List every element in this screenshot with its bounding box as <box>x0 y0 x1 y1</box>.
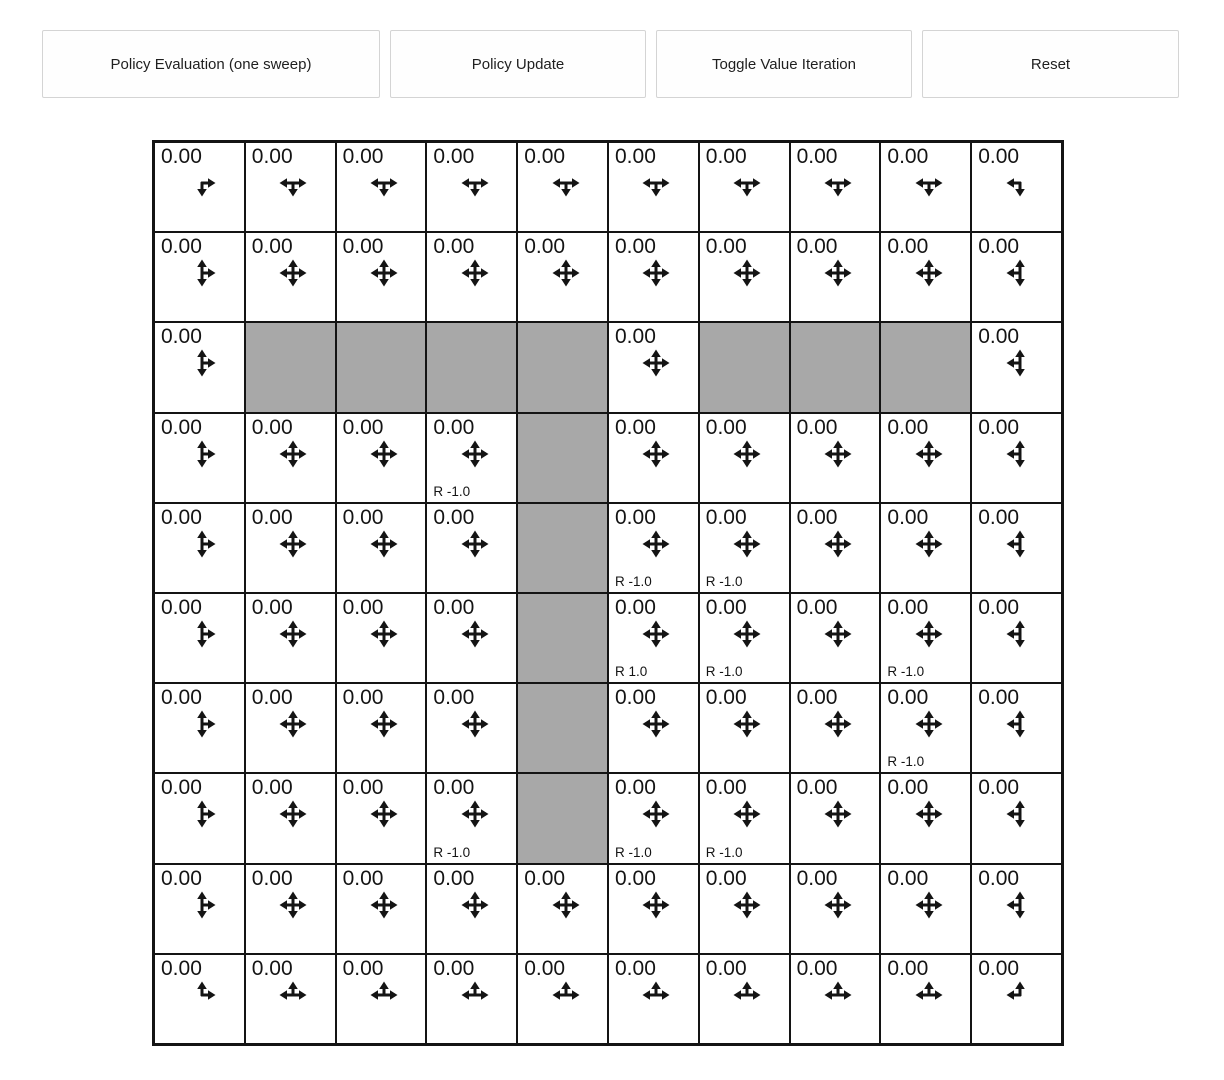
policy-arrows-icon-ulrd <box>887 800 970 828</box>
state-value: 0.00 <box>251 235 293 259</box>
policy-arrows-icon-ulrd <box>797 530 880 558</box>
policy-arrows-icon-uld <box>978 710 1061 738</box>
policy-arrows-icon-uld <box>978 349 1061 377</box>
grid-cell-r8c1 <box>245 864 336 954</box>
policy-arrows-icon-ulrd <box>615 800 698 828</box>
grid-cell-r0c6 <box>699 142 790 232</box>
state-value: 0.00 <box>342 866 384 890</box>
state-value: 0.00 <box>342 595 384 619</box>
policy-arrows-icon-lur <box>615 981 698 1009</box>
state-value: 0.00 <box>978 415 1020 439</box>
policy-arrows-icon-ulrd <box>433 800 516 828</box>
state-value: 0.00 <box>161 956 202 980</box>
policy-arrows-icon-ulrd <box>343 440 426 468</box>
grid-cell-r1c1 <box>245 232 336 322</box>
policy-arrows-icon-ulrd <box>433 620 516 648</box>
policy-arrows-icon-ulrd <box>433 440 516 468</box>
policy-arrows-icon-ulrd <box>343 530 426 558</box>
grid-cell-r3c1 <box>245 413 336 503</box>
grid-cell-r9c5 <box>608 954 699 1044</box>
state-value: 0.00 <box>796 866 838 890</box>
state-value: 0.00 <box>887 866 929 890</box>
state-value: 0.00 <box>342 145 384 168</box>
state-value: 0.00 <box>161 776 202 800</box>
grid-cell-r8c8 <box>880 864 971 954</box>
state-value: 0.00 <box>705 776 747 800</box>
grid-cell-r8c7 <box>790 864 881 954</box>
grid-cell-r3c2 <box>336 413 427 503</box>
policy-arrows-icon-ulrd <box>433 710 516 738</box>
policy-arrows-icon-ulrd <box>524 891 607 919</box>
state-value: 0.00 <box>796 686 838 710</box>
grid-cell-r5c5 <box>608 593 699 683</box>
policy-arrows-icon-lrd <box>706 169 789 197</box>
state-value: 0.00 <box>524 866 566 890</box>
state-value: 0.00 <box>251 956 293 980</box>
wall-cell-r2c2 <box>336 322 427 412</box>
grid-cell-r3c9 <box>971 413 1062 503</box>
wall-cell-r4c4 <box>517 503 608 593</box>
reward-label: R -1.0 <box>615 844 652 860</box>
policy-arrows-icon-ulrd <box>343 710 426 738</box>
grid-cell-r0c3 <box>426 142 517 232</box>
grid-cell-r7c3 <box>426 773 517 863</box>
policy-arrows-icon-lur <box>887 981 970 1009</box>
wall-cell-r6c4 <box>517 683 608 773</box>
grid-cell-r5c9 <box>971 593 1062 683</box>
grid-cell-r6c6 <box>699 683 790 773</box>
grid-cell-r1c0 <box>154 232 245 322</box>
state-value: 0.00 <box>978 325 1020 349</box>
grid-cell-r1c8 <box>880 232 971 322</box>
policy-arrows-icon-ulrd <box>343 259 426 287</box>
policy-arrows-icon-lur <box>433 981 516 1009</box>
state-value: 0.00 <box>978 595 1020 619</box>
policy-arrows-icon-ulrd <box>706 891 789 919</box>
grid-cell-r5c1 <box>245 593 336 683</box>
state-value: 0.00 <box>705 145 747 168</box>
grid-cell-r1c6 <box>699 232 790 322</box>
policy-update-button[interactable]: Policy Update <box>390 30 646 98</box>
grid-cell-r0c5 <box>608 142 699 232</box>
wall-cell-r2c1 <box>245 322 336 412</box>
grid-cell-r9c3 <box>426 954 517 1044</box>
grid-cell-r7c6 <box>699 773 790 863</box>
state-value: 0.00 <box>161 866 202 890</box>
grid-cell-r9c1 <box>245 954 336 1044</box>
reward-label: R -1.0 <box>615 573 652 589</box>
state-value: 0.00 <box>705 956 747 980</box>
wall-cell-r5c4 <box>517 593 608 683</box>
state-value: 0.00 <box>342 235 384 259</box>
grid-cell-r5c3 <box>426 593 517 683</box>
grid-cell-r7c1 <box>245 773 336 863</box>
policy-arrows-icon-ulrd <box>252 530 335 558</box>
grid-cell-r8c0 <box>154 864 245 954</box>
state-value: 0.00 <box>524 235 566 259</box>
policy-arrows-icon-ulrd <box>343 620 426 648</box>
policy-arrows-icon-urd <box>161 440 244 468</box>
policy-arrows-icon-ulrd <box>252 710 335 738</box>
policy-arrows-icon-ulrd <box>797 891 880 919</box>
policy-arrows-icon-ulrd <box>615 349 698 377</box>
policy-arrows-icon-urd <box>161 259 244 287</box>
state-value: 0.00 <box>251 866 293 890</box>
grid-cell-r9c0 <box>154 954 245 1044</box>
grid-cell-r4c0 <box>154 503 245 593</box>
grid-cell-r9c2 <box>336 954 427 1044</box>
grid-cell-r1c5 <box>608 232 699 322</box>
policy-arrows-icon-ulrd <box>524 259 607 287</box>
wall-cell-r2c7 <box>790 322 881 412</box>
grid-cell-r5c6 <box>699 593 790 683</box>
state-value: 0.00 <box>342 956 384 980</box>
policy-arrows-icon-lur <box>252 981 335 1009</box>
state-value: 0.00 <box>161 145 202 168</box>
grid-cell-r3c6 <box>699 413 790 503</box>
grid-cell-r7c7 <box>790 773 881 863</box>
grid-cell-r3c8 <box>880 413 971 503</box>
state-value: 0.00 <box>796 776 838 800</box>
policy-arrows-icon-urd <box>161 349 244 377</box>
state-value: 0.00 <box>251 776 293 800</box>
state-value: 0.00 <box>615 595 656 619</box>
reward-label: R -1.0 <box>705 664 743 680</box>
state-value: 0.00 <box>705 866 747 890</box>
policy-arrows-icon-urd <box>161 620 244 648</box>
policy-arrows-icon-ur <box>161 981 244 1009</box>
state-value: 0.00 <box>342 505 384 529</box>
policy-arrows-icon-ld <box>978 169 1061 197</box>
grid-cell-r8c5 <box>608 864 699 954</box>
grid-cell-r4c2 <box>336 503 427 593</box>
policy-arrows-icon-ulrd <box>797 800 880 828</box>
policy-arrows-icon-ulrd <box>252 620 335 648</box>
policy-evaluation-button[interactable]: Policy Evaluation (one sweep) <box>42 30 380 98</box>
policy-arrows-icon-lur <box>343 981 426 1009</box>
grid-cell-r2c5 <box>608 322 699 412</box>
policy-arrows-icon-lrd <box>252 169 335 197</box>
policy-arrows-icon-ulrd <box>433 891 516 919</box>
grid-cell-r3c7 <box>790 413 881 503</box>
state-value: 0.00 <box>251 595 293 619</box>
policy-arrows-icon-urd <box>161 800 244 828</box>
grid-cell-r1c9 <box>971 232 1062 322</box>
reward-label: R -1.0 <box>433 483 471 499</box>
grid-cell-r6c5 <box>608 683 699 773</box>
state-value: 0.00 <box>705 686 747 710</box>
grid-cell-r4c7 <box>790 503 881 593</box>
policy-arrows-icon-ulrd <box>252 440 335 468</box>
state-value: 0.00 <box>796 505 838 529</box>
policy-arrows-icon-ulrd <box>797 440 880 468</box>
state-value: 0.00 <box>978 505 1020 529</box>
reward-label: R 1.0 <box>615 664 648 680</box>
grid-cell-r2c0 <box>154 322 245 412</box>
grid-cell-r2c9 <box>971 322 1062 412</box>
state-value: 0.00 <box>615 505 656 529</box>
state-value: 0.00 <box>615 776 656 800</box>
state-value: 0.00 <box>161 415 202 439</box>
state-value: 0.00 <box>524 145 566 168</box>
reset-button[interactable]: Reset <box>922 30 1179 98</box>
grid-cell-r0c9 <box>971 142 1062 232</box>
grid-cell-r1c7 <box>790 232 881 322</box>
grid-cell-r6c0 <box>154 683 245 773</box>
state-value: 0.00 <box>887 776 929 800</box>
policy-arrows-icon-ulrd <box>706 259 789 287</box>
policy-arrows-icon-lur <box>706 981 789 1009</box>
state-value: 0.00 <box>433 145 475 168</box>
reward-label: R -1.0 <box>705 573 743 589</box>
grid-cell-r4c8 <box>880 503 971 593</box>
state-value: 0.00 <box>342 776 384 800</box>
state-value: 0.00 <box>796 415 838 439</box>
grid-cell-r8c6 <box>699 864 790 954</box>
policy-arrows-icon-ulrd <box>433 530 516 558</box>
policy-arrows-icon-urd <box>161 891 244 919</box>
state-value: 0.00 <box>342 415 384 439</box>
state-value: 0.00 <box>433 866 475 890</box>
policy-arrows-icon-ulrd <box>706 800 789 828</box>
state-value: 0.00 <box>161 686 202 710</box>
policy-arrows-icon-ulrd <box>797 710 880 738</box>
grid-cell-r9c8 <box>880 954 971 1044</box>
policy-arrows-icon-ulrd <box>252 891 335 919</box>
policy-arrows-icon-ulrd <box>887 530 970 558</box>
grid-cell-r5c7 <box>790 593 881 683</box>
state-value: 0.00 <box>978 776 1020 800</box>
policy-arrows-icon-ulrd <box>797 620 880 648</box>
grid-cell-r6c3 <box>426 683 517 773</box>
state-value: 0.00 <box>887 595 929 619</box>
grid-cell-r1c3 <box>426 232 517 322</box>
policy-arrows-icon-lrd <box>433 169 516 197</box>
policy-arrows-icon-uld <box>978 530 1061 558</box>
state-value: 0.00 <box>161 235 202 259</box>
policy-arrows-icon-ulrd <box>887 710 970 738</box>
state-value: 0.00 <box>796 235 838 259</box>
state-value: 0.00 <box>978 956 1020 980</box>
state-value: 0.00 <box>615 686 656 710</box>
grid-cell-r5c2 <box>336 593 427 683</box>
policy-arrows-icon-ulrd <box>252 800 335 828</box>
state-value: 0.00 <box>978 866 1020 890</box>
grid-cell-r0c8 <box>880 142 971 232</box>
state-value: 0.00 <box>251 686 293 710</box>
state-value: 0.00 <box>615 145 656 168</box>
state-value: 0.00 <box>161 325 202 349</box>
grid-cell-r4c1 <box>245 503 336 593</box>
state-value: 0.00 <box>433 235 475 259</box>
state-value: 0.00 <box>433 686 475 710</box>
state-value: 0.00 <box>978 235 1020 259</box>
policy-arrows-icon-uld <box>978 440 1061 468</box>
wall-cell-r2c8 <box>880 322 971 412</box>
state-value: 0.00 <box>887 505 929 529</box>
policy-arrows-icon-ulrd <box>343 800 426 828</box>
grid-cell-r9c7 <box>790 954 881 1044</box>
policy-arrows-icon-ulrd <box>615 440 698 468</box>
state-value: 0.00 <box>433 776 475 800</box>
policy-arrows-icon-ulrd <box>797 259 880 287</box>
policy-arrows-icon-ulrd <box>615 891 698 919</box>
grid-cell-r8c2 <box>336 864 427 954</box>
grid-cell-r0c1 <box>245 142 336 232</box>
state-value: 0.00 <box>251 145 293 168</box>
policy-arrows-icon-ulrd <box>706 530 789 558</box>
state-value: 0.00 <box>251 415 293 439</box>
grid-cell-r0c0 <box>154 142 245 232</box>
state-value: 0.00 <box>796 145 838 168</box>
policy-arrows-icon-ulrd <box>706 710 789 738</box>
grid-cell-r6c1 <box>245 683 336 773</box>
grid-cell-r1c4 <box>517 232 608 322</box>
policy-arrows-icon-uld <box>978 620 1061 648</box>
grid-cell-r0c2 <box>336 142 427 232</box>
grid-cell-r9c9 <box>971 954 1062 1044</box>
grid-cell-r4c3 <box>426 503 517 593</box>
grid-cell-r1c2 <box>336 232 427 322</box>
state-value: 0.00 <box>433 505 475 529</box>
wall-cell-r7c4 <box>517 773 608 863</box>
policy-arrows-icon-ulrd <box>887 259 970 287</box>
grid-cell-r7c8 <box>880 773 971 863</box>
grid-cell-r0c7 <box>790 142 881 232</box>
state-value: 0.00 <box>161 595 202 619</box>
grid-cell-r9c4 <box>517 954 608 1044</box>
toolbar <box>0 0 1224 98</box>
policy-arrows-icon-ulrd <box>433 259 516 287</box>
state-value: 0.00 <box>705 415 747 439</box>
state-value: 0.00 <box>796 956 838 980</box>
state-value: 0.00 <box>887 235 929 259</box>
policy-arrows-icon-ulrd <box>887 620 970 648</box>
grid-cell-r3c5 <box>608 413 699 503</box>
state-value: 0.00 <box>705 595 747 619</box>
state-value: 0.00 <box>615 956 656 980</box>
grid-cell-r8c4 <box>517 864 608 954</box>
grid-cell-r6c2 <box>336 683 427 773</box>
grid-cell-r7c9 <box>971 773 1062 863</box>
reward-label: R -1.0 <box>433 844 471 860</box>
reward-label: R -1.0 <box>887 664 925 680</box>
policy-arrows-icon-urd <box>161 710 244 738</box>
policy-arrows-icon-urd <box>161 530 244 558</box>
policy-arrows-icon-lrd <box>524 169 607 197</box>
state-value: 0.00 <box>433 415 475 439</box>
state-value: 0.00 <box>887 956 929 980</box>
policy-arrows-icon-lur <box>797 981 880 1009</box>
policy-arrows-icon-uld <box>978 891 1061 919</box>
grid-cell-r9c6 <box>699 954 790 1044</box>
policy-arrows-icon-lrd <box>615 169 698 197</box>
policy-arrows-icon-ul <box>978 981 1061 1009</box>
grid-cell-r4c6 <box>699 503 790 593</box>
grid-cell-r7c0 <box>154 773 245 863</box>
gridworld <box>152 140 1064 1046</box>
wall-cell-r2c6 <box>699 322 790 412</box>
wall-cell-r3c4 <box>517 413 608 503</box>
state-value: 0.00 <box>615 235 656 259</box>
grid-cell-r7c2 <box>336 773 427 863</box>
state-value: 0.00 <box>978 145 1020 168</box>
policy-arrows-icon-lrd <box>343 169 426 197</box>
policy-arrows-icon-lur <box>524 981 607 1009</box>
state-value: 0.00 <box>887 686 929 710</box>
wall-cell-r2c3 <box>426 322 517 412</box>
policy-arrows-icon-uld <box>978 259 1061 287</box>
state-value: 0.00 <box>161 505 202 529</box>
reward-label: R -1.0 <box>705 844 743 860</box>
state-value: 0.00 <box>705 235 747 259</box>
state-value: 0.00 <box>433 956 475 980</box>
policy-arrows-icon-ulrd <box>615 530 698 558</box>
grid-cell-r6c7 <box>790 683 881 773</box>
grid-cell-r3c0 <box>154 413 245 503</box>
policy-arrows-icon-uld <box>978 800 1061 828</box>
policy-arrows-icon-lrd <box>797 169 880 197</box>
grid-cell-r5c8 <box>880 593 971 683</box>
policy-arrows-icon-ulrd <box>887 891 970 919</box>
policy-arrows-icon-ulrd <box>706 440 789 468</box>
grid-cell-r4c5 <box>608 503 699 593</box>
grid-cell-r8c3 <box>426 864 517 954</box>
grid-cell-r4c9 <box>971 503 1062 593</box>
state-value: 0.00 <box>524 956 566 980</box>
state-value: 0.00 <box>705 505 747 529</box>
state-value: 0.00 <box>615 325 656 349</box>
state-value: 0.00 <box>796 595 838 619</box>
policy-arrows-icon-ulrd <box>706 620 789 648</box>
reward-label: R -1.0 <box>887 754 925 770</box>
grid-cell-r6c9 <box>971 683 1062 773</box>
grid-cell-r5c0 <box>154 593 245 683</box>
grid-cell-r6c8 <box>880 683 971 773</box>
grid-cell-r3c3 <box>426 413 517 503</box>
state-value: 0.00 <box>433 595 475 619</box>
toggle-value-iteration-button[interactable]: Toggle Value Iteration <box>656 30 912 98</box>
state-value: 0.00 <box>887 145 929 168</box>
policy-arrows-icon-ulrd <box>615 259 698 287</box>
policy-arrows-icon-ulrd <box>252 259 335 287</box>
state-value: 0.00 <box>615 866 656 890</box>
policy-arrows-icon-ulrd <box>615 710 698 738</box>
wall-cell-r2c4 <box>517 322 608 412</box>
grid-cell-r8c9 <box>971 864 1062 954</box>
grid-cell-r0c4 <box>517 142 608 232</box>
policy-arrows-icon-ulrd <box>615 620 698 648</box>
state-value: 0.00 <box>978 686 1020 710</box>
policy-arrows-icon-ulrd <box>887 440 970 468</box>
state-value: 0.00 <box>251 505 293 529</box>
policy-arrows-icon-ulrd <box>343 891 426 919</box>
state-value: 0.00 <box>342 686 384 710</box>
state-value: 0.00 <box>615 415 656 439</box>
policy-arrows-icon-rd <box>161 169 244 197</box>
state-value: 0.00 <box>887 415 929 439</box>
grid-cell-r7c5 <box>608 773 699 863</box>
policy-arrows-icon-lrd <box>887 169 970 197</box>
